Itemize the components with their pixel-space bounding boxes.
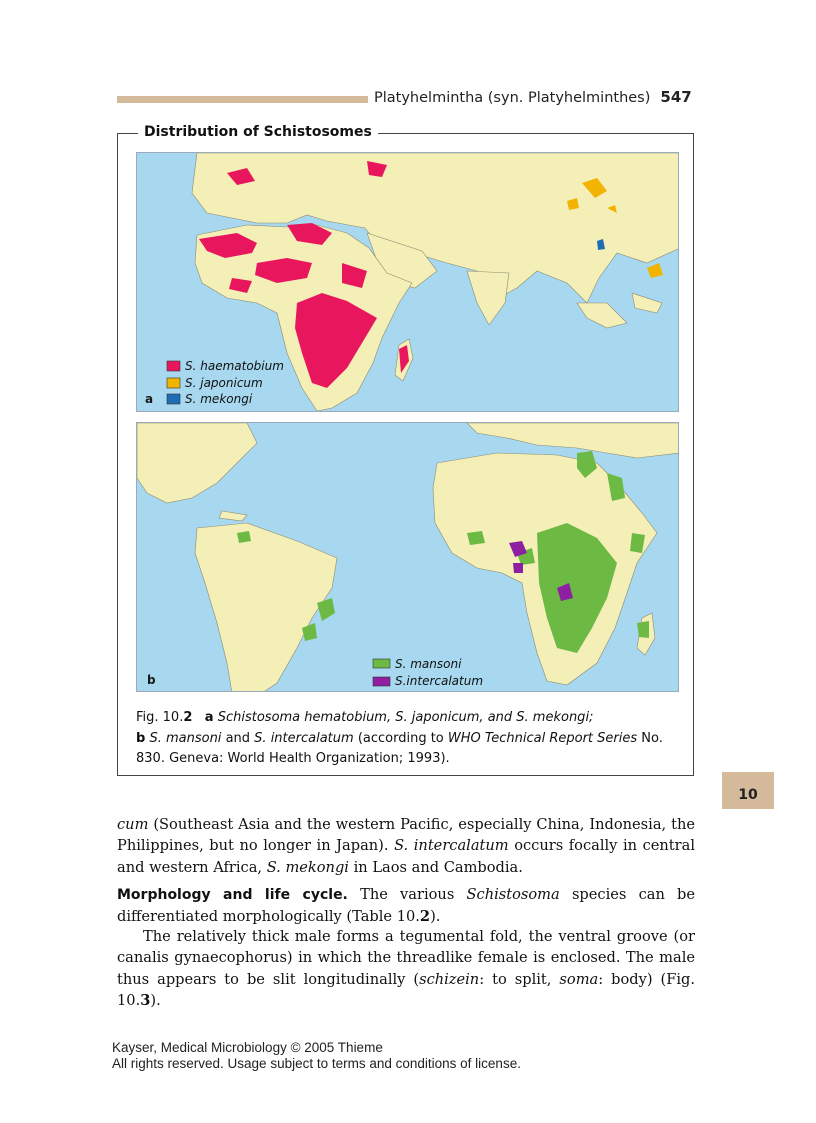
p2-text-a: The various bbox=[360, 886, 455, 903]
caption-fig-label: Fig. 10. bbox=[136, 710, 184, 725]
caption-b-series: WHO Technical Report Series bbox=[447, 730, 638, 746]
legend-a-item: S. japonicum bbox=[185, 375, 263, 390]
paragraph-3 bbox=[117, 926, 695, 1011]
page-number: 547 bbox=[660, 88, 692, 106]
p2-table-ref: 2 bbox=[419, 908, 431, 926]
header-rule bbox=[117, 96, 368, 103]
map-panel-b bbox=[136, 422, 679, 692]
paragraph-2 bbox=[117, 884, 695, 928]
caption-fig-num: 2 bbox=[183, 710, 193, 725]
caption-b-species1: S. mansoni bbox=[149, 730, 222, 746]
figure-box-title: Distribution of Schistosomes bbox=[138, 124, 378, 140]
chapter-number: 10 bbox=[738, 787, 758, 803]
panel-b-label: b bbox=[147, 673, 156, 687]
panel-a-label: a bbox=[145, 392, 154, 406]
section-title: Platyhelmintha (syn. Platyhelminthes) bbox=[374, 90, 651, 106]
p1-species2: S. mekongi bbox=[266, 858, 349, 876]
p2-species: Schistosoma bbox=[466, 886, 560, 903]
legend-a-item: S. mekongi bbox=[185, 392, 253, 406]
legend-a bbox=[185, 358, 284, 408]
map-b-graphic bbox=[137, 423, 679, 692]
p3-word2: soma bbox=[559, 970, 599, 988]
footer bbox=[112, 1040, 521, 1072]
footer-copyright: Kayser, Medical Microbiology © 2005 Thieme bbox=[112, 1040, 383, 1055]
legend-b bbox=[395, 656, 483, 690]
legend-b-item: S. mansoni bbox=[395, 657, 462, 671]
p1-text-b: occurs focally in central and western Africa, bbox=[117, 837, 695, 876]
caption-b-species2: S. intercalatum bbox=[254, 730, 354, 746]
legend-b-item: S.intercalatum bbox=[395, 674, 484, 688]
running-header bbox=[374, 88, 692, 106]
chapter-tab bbox=[722, 772, 774, 809]
caption-b-post: No. 830. Geneva: World Health Organization; 1993). bbox=[136, 730, 663, 766]
caption-b-label: b bbox=[136, 730, 146, 746]
figure-caption bbox=[136, 708, 684, 770]
p2-text-b: species can be differentiated morphologically (Table 10. bbox=[117, 886, 696, 926]
map-panel-a bbox=[136, 152, 679, 412]
p1-italic: cum bbox=[117, 816, 149, 833]
p3-word1: schizein bbox=[419, 970, 480, 988]
p1-text-a: (Southeast Asia and the western Pacific, especially China, Indonesia, the Philippines, but no longer in Japan). bbox=[117, 816, 695, 855]
p3-text-c: : body) (Fig. 10. bbox=[117, 970, 696, 1009]
legend-a-item: S. haematobium bbox=[185, 359, 284, 373]
caption-a-label: a bbox=[204, 710, 214, 725]
p3-text-d: ). bbox=[150, 991, 161, 1009]
p2-heading: Morphology and life cycle. bbox=[117, 887, 348, 903]
p3-text-b: : to split, bbox=[479, 970, 552, 988]
p1-species1: S. intercalatum bbox=[394, 837, 509, 855]
caption-b-pre: (according to bbox=[357, 730, 444, 746]
p3-fig-ref: 3 bbox=[140, 991, 151, 1009]
p1-text-c: in Laos and Cambodia. bbox=[353, 858, 523, 876]
p3-text-a: The relatively thick male forms a tegumental fold, the ventral groove (or canalis gynaecophorus) in which the threadlike female is enclosed. The male thus appears to be slit longitudinally ( bbox=[117, 928, 695, 988]
paragraph-1 bbox=[117, 814, 695, 878]
caption-b-and: and bbox=[225, 730, 251, 746]
caption-a-text: Schistosoma hematobium, S. japonicum, and S. mekongi; bbox=[217, 710, 594, 725]
p2-text-c: ). bbox=[430, 908, 441, 926]
footer-rights: All rights reserved. Usage subject to terms and conditions of license. bbox=[112, 1056, 521, 1071]
